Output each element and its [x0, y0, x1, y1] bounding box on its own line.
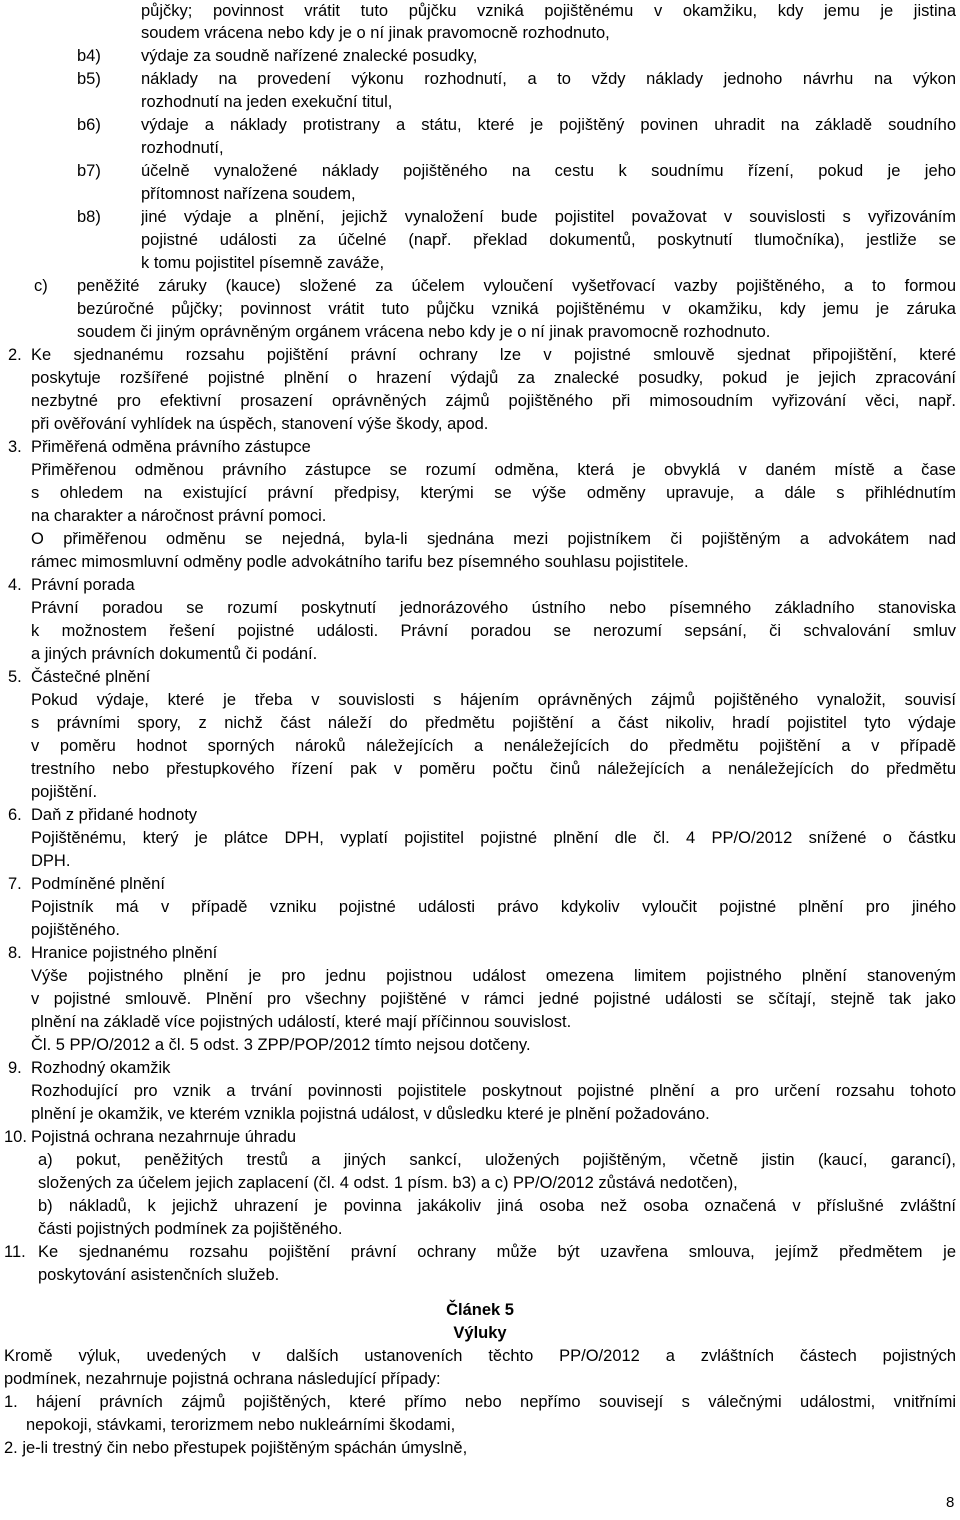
list-label: c)	[34, 277, 48, 295]
text-line: poskytování asistenčních služeb.	[38, 1266, 280, 1284]
section-number: 11.	[4, 1243, 26, 1261]
text-line: Pokud výdaje, které je třeba v souvislosti s hájením oprávněných zájmů pojištěného vynaložit, souvisí	[31, 691, 956, 709]
text-line: pojištění.	[31, 783, 98, 801]
text-line: bezúročné půjčky; povinnost vrátit tuto půjčku vzniká pojištěnému v okamžiku, kdy jemu je záruka	[77, 300, 956, 318]
article-title: Článek 5	[446, 1301, 514, 1319]
text-line: jiné výdaje a plnění, jejichž vynaložení bude pojistitel považovat v souvislosti s vyřizováním	[141, 208, 956, 226]
text-line: s právními spory, z nichž část náleží do předmětu pojištění a část nikoliv, hradí pojistitel tyto výdaje	[31, 714, 956, 732]
text-line: při ověřování vyhlídek na úspěch, stanovení výše škody, apod.	[31, 415, 489, 433]
text-line: Výše pojistného plnění je pro jednu pojistnou událost omezena limitem pojistného plnění stanoveným	[31, 967, 956, 985]
text-line: náklady na provedení výkonu rozhodnutí, a to vždy náklady jednoho návrhu na výkon	[141, 70, 956, 88]
list-label: b8)	[77, 208, 101, 226]
section-heading: Právní porada	[31, 576, 135, 594]
list-item: 2. je-li trestný čin nebo přestupek pojištěným spáchán úmyslně,	[4, 1439, 468, 1457]
text-line: nezbytné pro efektivní prosazení oprávněných zájmů pojištěného při mimosoudním vyřizování věci, např.	[31, 392, 956, 410]
text-line: O přiměřenou odměnu se nejedná, byla-li sjednána mezi pojistníkem či pojištěným a advokátem nad	[31, 530, 956, 548]
section-number: 10.	[4, 1128, 27, 1146]
text-line: a) pokut, peněžitých trestů a jiných sankcí, uložených pojištěným, včetně jistin (kaucí, garancí),	[38, 1151, 956, 1169]
text-line: účelně vynaložené náklady pojištěného na cestu k soudnímu řízení, pokud je jeho	[141, 162, 956, 180]
text-line: Kromě výluk, uvedených v dalších ustanoveních těchto PP/O/2012 a zvláštních částech pojistných	[4, 1347, 956, 1365]
section-number: 4.	[8, 576, 22, 594]
section-number: 5.	[8, 668, 22, 686]
text-line: na charakter a náročnost právní pomoci.	[31, 507, 327, 525]
section-number: 9.	[8, 1059, 22, 1077]
text-line: rozhodnutí na jeden exekuční titul,	[141, 93, 393, 111]
text-line: Právní poradou se rozumí poskytnutí jednorázového ústního nebo písemného základního stanoviska	[31, 599, 956, 617]
text-line: soudem či jiným oprávněným orgánem vrácena nebo kdy je o ní jinak pravomocně rozhodnuto.	[77, 323, 771, 341]
text-line: DPH.	[31, 852, 71, 870]
text-line: části pojistných podmínek za pojištěného.	[38, 1220, 343, 1238]
section-number: 7.	[8, 875, 22, 893]
text-line: poskytuje rozšířené pojistné plnění o hrazení výdajů za znalecké posudky, pokud je jejich zpracování	[31, 369, 956, 387]
text-line: rozhodnutí,	[141, 139, 224, 157]
section-number: 2.	[8, 346, 22, 364]
text-line: k tomu pojistitel písemně zaváže,	[141, 254, 385, 272]
section-heading: Rozhodný okamžik	[31, 1059, 171, 1077]
text-line: Pojištěnému, který je plátce DPH, vyplatí pojistitel pojistné plnění dle čl. 4 PP/O/2012 snížené o částku	[31, 829, 956, 847]
text-line: s ohledem na existující právní předpisy, kterými se výše odměny upravuje, a dále s přihlédnutím	[31, 484, 956, 502]
text-line: soudem vrácena nebo kdy je o ní jinak pravomocně rozhodnuto,	[141, 24, 610, 42]
list-item: 1. hájení právních zájmů pojištěných, které přímo nebo nepřímo souvisejí s válečnými událostmi, vnitřními	[4, 1393, 956, 1411]
text-line: plnění je okamžik, ve kterém vznikla pojistná událost, v důsledku které je plnění požadováno.	[31, 1105, 710, 1123]
list-label: b6)	[77, 116, 101, 134]
list-item: nepokoji, stávkami, terorizmem nebo nukleárními škodami,	[26, 1416, 456, 1434]
section-heading: Podmíněné plnění	[31, 875, 165, 893]
text-line: trestního nebo přestupkového řízení pak v poměru počtu činů náležejících a nenáležejících do předmětu	[31, 760, 956, 778]
text-line: výdaje za soudně nařízené znalecké posudky,	[141, 47, 478, 65]
text-line: složených za účelem jejich zaplacení (čl. 4 odst. 1 písm. b3) a c) PP/O/2012 zůstává nedotčen),	[38, 1174, 738, 1192]
section-heading: Přiměřená odměna právního zástupce	[31, 438, 311, 456]
list-label: b5)	[77, 70, 101, 88]
text-line: půjčky; povinnost vrátit tuto půjčku vzniká pojištěnému v okamžiku, kdy jemu je jistina	[141, 2, 956, 20]
section-heading: Pojistná ochrana nezahrnuje úhradu	[31, 1128, 297, 1146]
text-line: peněžité záruky (kauce) složené za účelem vyloučení vyšetřovací vazby pojištěného, a to formou	[77, 277, 956, 295]
article-subtitle: Výluky	[453, 1324, 507, 1342]
text-line: pojištěného.	[31, 921, 120, 939]
page-number: 8	[946, 1494, 955, 1511]
section-number: 6.	[8, 806, 22, 824]
section-heading: Částečné plnění	[31, 668, 151, 686]
text-line: výdaje a náklady protistrany a státu, které je pojištěný povinen uhradit na základě soudního	[141, 116, 956, 134]
text-line: v pojistné smlouvě. Plnění pro všechny pojištěné v rámci jedné pojistné události se sčítají, stejně tak jako	[31, 990, 956, 1008]
section-number: 3.	[8, 438, 22, 456]
list-label: b7)	[77, 162, 101, 180]
section-heading: Hranice pojistného plnění	[31, 944, 218, 962]
text-line: podmínek, nezahrnuje pojistná ochrana následující případy:	[4, 1370, 441, 1388]
text-line: rámec mimosmluvní odměny podle advokátního tarifu bez písemného souhlasu pojistitele.	[31, 553, 689, 571]
text-line: a jiných právních dokumentů či podání.	[31, 645, 318, 663]
section-number: 8.	[8, 944, 22, 962]
text-line: Ke sjednanému rozsahu pojištění právní ochrany lze v pojistné smlouvě sjednat připojištění, které	[31, 346, 956, 364]
text-line: Pojistník má v případě vzniku pojistné události právo kdykoliv vyloučit pojistné plnění pro jiného	[31, 898, 956, 916]
text-line: k možnostem řešení pojistné události. Právní poradou se nerozumí sepsání, či schvalování smluv	[31, 622, 956, 640]
section-heading: Daň z přidané hodnoty	[31, 806, 198, 824]
text-line: pojistné události za účelné (např. překlad dokumentů, poskytnutí tlumočníka), jestliže se	[141, 231, 956, 249]
text-line: v poměru hodnot sporných nároků náležejících a nenáležejících do předmětu pojištění a v případě	[31, 737, 956, 755]
text-line: Čl. 5 PP/O/2012 a čl. 5 odst. 3 ZPP/POP/2012 tímto nejsou dotčeny.	[31, 1036, 531, 1054]
list-label: b4)	[77, 47, 101, 65]
text-line: přítomnost nařízena soudem,	[141, 185, 356, 203]
text-line: Rozhodující pro vznik a trvání povinnosti pojistitele poskytnout pojistné plnění a pro určení rozsahu tohoto	[31, 1082, 956, 1100]
text-line: plnění na základě více pojistných událostí, které mají příčinnou souvislost.	[31, 1013, 572, 1031]
text-line: b) nákladů, k jejichž uhrazení je povinna jakákoliv jiná osoba než osoba označená v příslušné zvláštní	[38, 1197, 956, 1215]
text-line: Ke sjednanému rozsahu pojištění právní ochrany může být uzavřena smlouva, jejímž předmětem je	[38, 1243, 956, 1261]
text-line: Přiměřenou odměnou právního zástupce se rozumí odměna, která je obvyklá v daném místě a čase	[31, 461, 956, 479]
